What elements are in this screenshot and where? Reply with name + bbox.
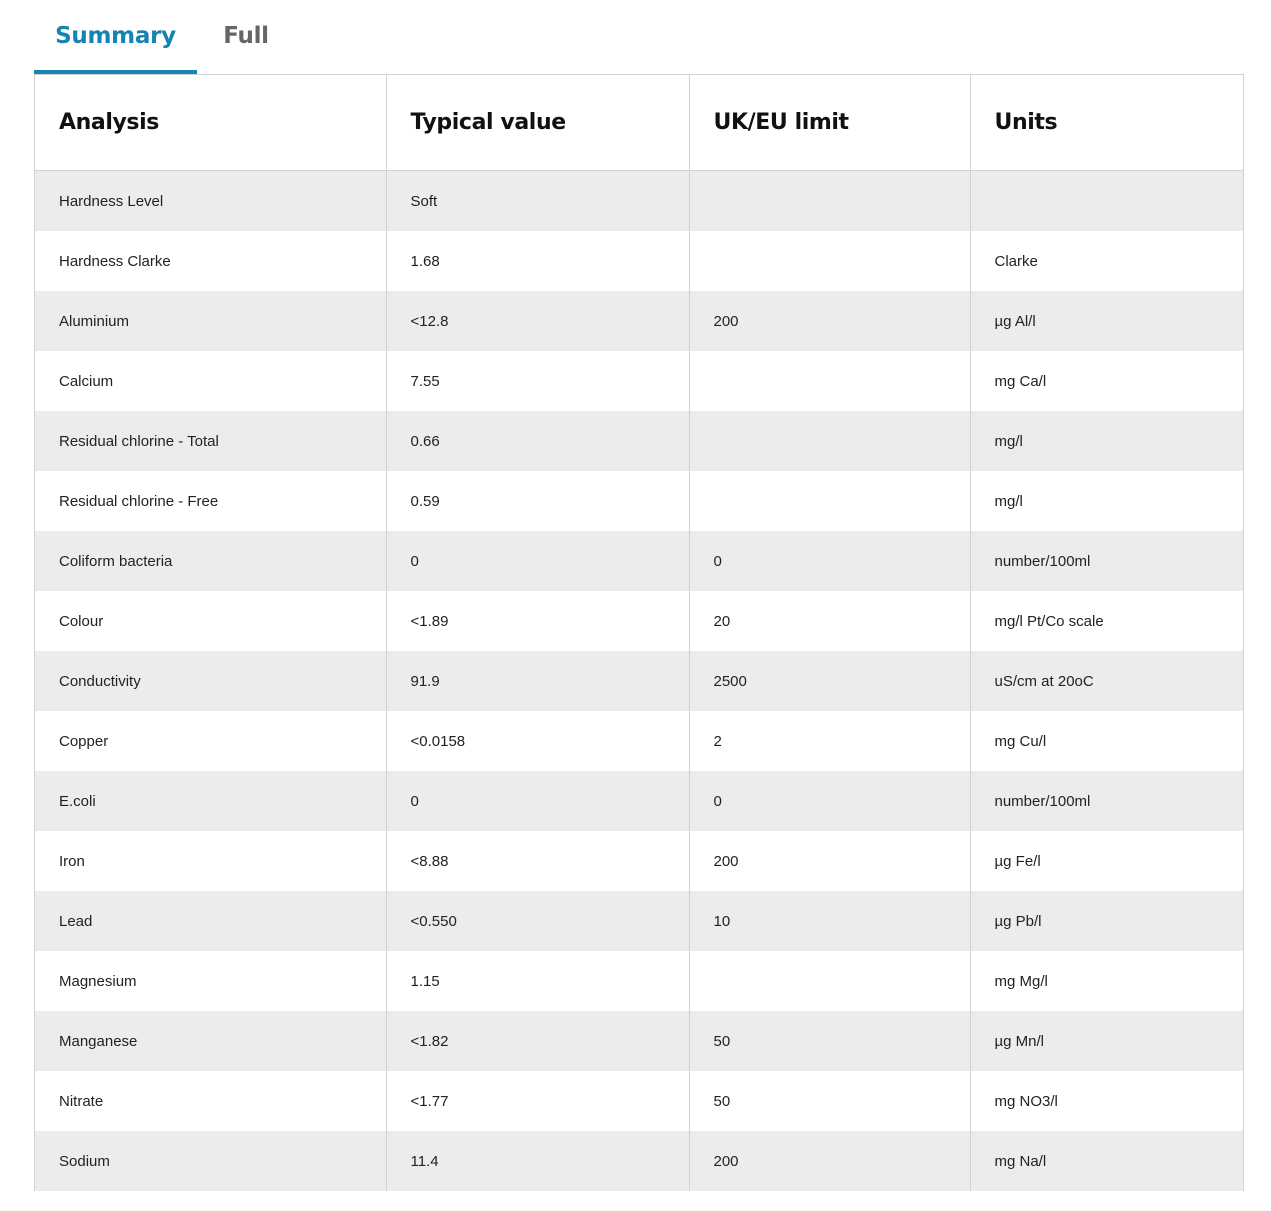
tab-full[interactable]: Full — [223, 23, 269, 49]
limit-cell: 2 — [689, 711, 970, 771]
table-row — [35, 411, 1243, 471]
limit-cell: 20 — [689, 591, 970, 651]
limit-cell: 50 — [689, 1011, 970, 1071]
units-cell: µg Fe/l — [970, 831, 1243, 891]
table-row — [35, 831, 1243, 891]
table-row — [35, 711, 1243, 771]
limit-cell — [689, 471, 970, 531]
table-row — [35, 1011, 1243, 1071]
table-row — [35, 1131, 1243, 1191]
water-quality-table — [34, 74, 1244, 1191]
table-row — [35, 231, 1243, 291]
units-cell: µg Pb/l — [970, 891, 1243, 951]
analysis-cell: Nitrate — [35, 1071, 386, 1131]
analysis-cell: Calcium — [35, 351, 386, 411]
typical-value-cell: 1.68 — [386, 231, 689, 291]
analysis-cell: Copper — [35, 711, 386, 771]
units-cell: number/100ml — [970, 531, 1243, 591]
table-row — [35, 291, 1243, 351]
table-row — [35, 771, 1243, 831]
analysis-cell: Hardness Clarke — [35, 231, 386, 291]
table-row — [35, 351, 1243, 411]
limit-cell: 200 — [689, 1131, 970, 1191]
units-cell: uS/cm at 20oC — [970, 651, 1243, 711]
analysis-cell: Residual chlorine - Total — [35, 411, 386, 471]
typical-value-cell: <1.89 — [386, 591, 689, 651]
analysis-cell: Residual chlorine - Free — [35, 471, 386, 531]
limit-cell: 0 — [689, 771, 970, 831]
analysis-cell: Iron — [35, 831, 386, 891]
limit-cell: 10 — [689, 891, 970, 951]
typical-value-cell: <1.82 — [386, 1011, 689, 1071]
limit-cell: 0 — [689, 531, 970, 591]
column-header-typical-value: Typical value — [386, 75, 689, 171]
column-header-analysis: Analysis — [35, 75, 386, 171]
analysis-cell: Colour — [35, 591, 386, 651]
units-cell: mg Na/l — [970, 1131, 1243, 1191]
limit-cell: 200 — [689, 291, 970, 351]
typical-value-cell: 0.66 — [386, 411, 689, 471]
limit-cell — [689, 411, 970, 471]
table-row — [35, 471, 1243, 531]
limit-cell: 50 — [689, 1071, 970, 1131]
table-row — [35, 1071, 1243, 1131]
analysis-cell: Conductivity — [35, 651, 386, 711]
analysis-cell: Coliform bacteria — [35, 531, 386, 591]
table-row — [35, 171, 1243, 232]
typical-value-cell: <0.550 — [386, 891, 689, 951]
column-header-limit: UK/EU limit — [689, 75, 970, 171]
analysis-table — [35, 75, 1243, 1191]
units-cell: number/100ml — [970, 771, 1243, 831]
typical-value-cell: 0 — [386, 771, 689, 831]
units-cell: µg Mn/l — [970, 1011, 1243, 1071]
typical-value-cell: 91.9 — [386, 651, 689, 711]
tab-summary[interactable]: Summary — [34, 0, 197, 74]
typical-value-cell: <1.77 — [386, 1071, 689, 1131]
units-cell: mg/l Pt/Co scale — [970, 591, 1243, 651]
units-cell: mg Mg/l — [970, 951, 1243, 1011]
limit-cell — [689, 351, 970, 411]
units-cell: mg Cu/l — [970, 711, 1243, 771]
limit-cell — [689, 951, 970, 1011]
table-row — [35, 651, 1243, 711]
typical-value-cell: 7.55 — [386, 351, 689, 411]
units-cell: mg/l — [970, 471, 1243, 531]
typical-value-cell: <8.88 — [386, 831, 689, 891]
units-cell — [970, 171, 1243, 232]
typical-value-cell: 0.59 — [386, 471, 689, 531]
analysis-cell: Manganese — [35, 1011, 386, 1071]
limit-cell: 2500 — [689, 651, 970, 711]
analysis-cell: E.coli — [35, 771, 386, 831]
limit-cell — [689, 171, 970, 232]
units-cell: mg/l — [970, 411, 1243, 471]
table-header-row — [35, 75, 1243, 171]
table-row — [35, 891, 1243, 951]
typical-value-cell: Soft — [386, 171, 689, 232]
table-row — [35, 951, 1243, 1011]
column-header-units: Units — [970, 75, 1243, 171]
analysis-cell: Sodium — [35, 1131, 386, 1191]
analysis-cell: Magnesium — [35, 951, 386, 1011]
typical-value-cell: <0.0158 — [386, 711, 689, 771]
limit-cell — [689, 231, 970, 291]
table-row — [35, 531, 1243, 591]
typical-value-cell: 1.15 — [386, 951, 689, 1011]
units-cell: µg Al/l — [970, 291, 1243, 351]
limit-cell: 200 — [689, 831, 970, 891]
table-body — [35, 171, 1243, 1192]
analysis-cell: Aluminium — [35, 291, 386, 351]
analysis-cell: Hardness Level — [35, 171, 386, 232]
table-row — [35, 591, 1243, 651]
units-cell: mg Ca/l — [970, 351, 1243, 411]
tab-bar — [34, 0, 1244, 74]
typical-value-cell: 0 — [386, 531, 689, 591]
analysis-cell: Lead — [35, 891, 386, 951]
typical-value-cell: 11.4 — [386, 1131, 689, 1191]
units-cell: Clarke — [970, 231, 1243, 291]
units-cell: mg NO3/l — [970, 1071, 1243, 1131]
typical-value-cell: <12.8 — [386, 291, 689, 351]
